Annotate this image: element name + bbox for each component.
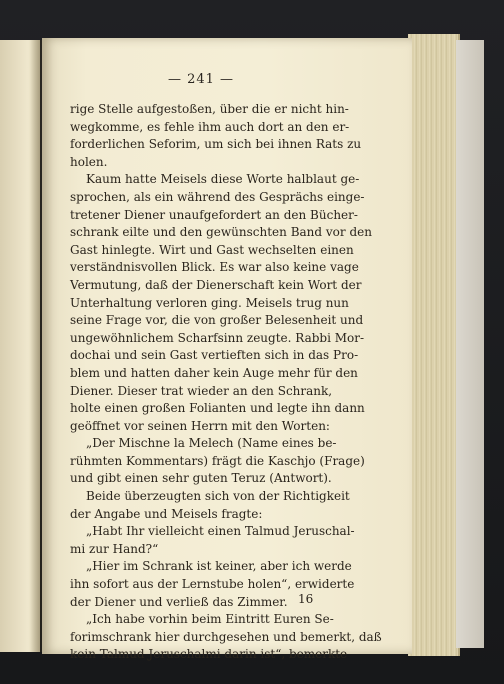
- paragraph: [70, 611, 382, 664]
- text-line: der Diener und verließ das Zimmer.: [70, 594, 288, 609]
- paragraphs: [70, 101, 382, 664]
- paragraph: [70, 558, 355, 611]
- book-cover-edge: [456, 40, 484, 648]
- paragraph: [70, 488, 350, 523]
- text-line: Gast hinlegte. Wirt und Gast wechselten einen: [70, 242, 354, 257]
- text-line: „Der Mischne la Melech (Name eines be-: [86, 436, 337, 451]
- page-number: — 241 —: [167, 72, 235, 87]
- text-line: rühmten Kommentars) frägt die Kaschjo (Frage): [70, 453, 365, 468]
- text-line: forderlichen Seforim, um sich bei ihnen Rats zu: [70, 137, 362, 152]
- page-stack-edges: [408, 34, 460, 656]
- text-line: verständnisvollen Blick. Es war also keine vage: [70, 260, 359, 275]
- text-line: Vermutung, daß der Dienerschaft kein Wort der: [70, 277, 362, 292]
- text-line: holen.: [70, 154, 108, 169]
- text-line: der Angabe und Meisels fragte:: [70, 506, 263, 521]
- text-line: tretener Diener unaufgefordert an den Bücher-: [70, 207, 358, 222]
- text-line: Beide überzeugten sich von der Richtigkeit: [86, 489, 350, 504]
- text-line: rige Stelle aufgestoßen, über die er nicht hin-: [70, 102, 349, 116]
- page-text-block: [70, 72, 382, 664]
- text-line: schrank eilte und den gewünschten Band vor den: [70, 225, 372, 240]
- text-line: holte einen großen Folianten und legte ihn dann: [70, 401, 365, 416]
- text-line: „Hier im Schrank ist keiner, aber ich werde: [86, 559, 352, 574]
- text-line: mi zur Hand?“: [70, 541, 159, 556]
- text-line: dochai und sein Gast vertieften sich in das Pro-: [70, 348, 359, 363]
- text-line: blem und hatten daher kein Auge mehr für den: [70, 365, 358, 380]
- text-line: „Ich habe vorhin beim Eintritt Euren Se-: [86, 612, 334, 627]
- text-line: wegkomme, es fehle ihm auch dort an den er-: [70, 119, 350, 134]
- text-line: „Habt Ihr vielleicht einen Talmud Jeruschal-: [86, 524, 355, 539]
- text-line: seine Frage vor, die von großer Belesenheit und: [70, 313, 364, 328]
- paragraph: [70, 171, 372, 435]
- text-line: ihn sofort aus der Lernstube holen“, erwiderte: [70, 577, 355, 592]
- text-line: kein Talmud Jeruschalmi darin ist“, bemerkte: [70, 647, 348, 662]
- text-line: Unterhaltung verloren ging. Meisels trug nun: [70, 295, 349, 310]
- text-line: Diener. Dieser trat wieder an den Schrank,: [70, 383, 333, 398]
- text-line: sprochen, als ein während des Gesprächs einge-: [70, 189, 365, 204]
- text-line: ungewöhnlichem Scharfsinn zeugte. Rabbi Mor-: [70, 330, 365, 345]
- paragraph: [70, 101, 362, 171]
- text-line: Kaum hatte Meisels diese Worte halblaut ge-: [86, 172, 360, 187]
- paragraph: [70, 435, 365, 488]
- text-line: geöffnet vor seinen Herrn mit den Worten:: [70, 418, 330, 433]
- text-line: und gibt einen sehr guten Teruz (Antwort).: [70, 471, 332, 486]
- text-line: forimschrank hier durchgesehen und bemerkt, daß: [70, 629, 382, 644]
- signature-mark: 16: [298, 592, 314, 606]
- paragraph: [70, 523, 355, 558]
